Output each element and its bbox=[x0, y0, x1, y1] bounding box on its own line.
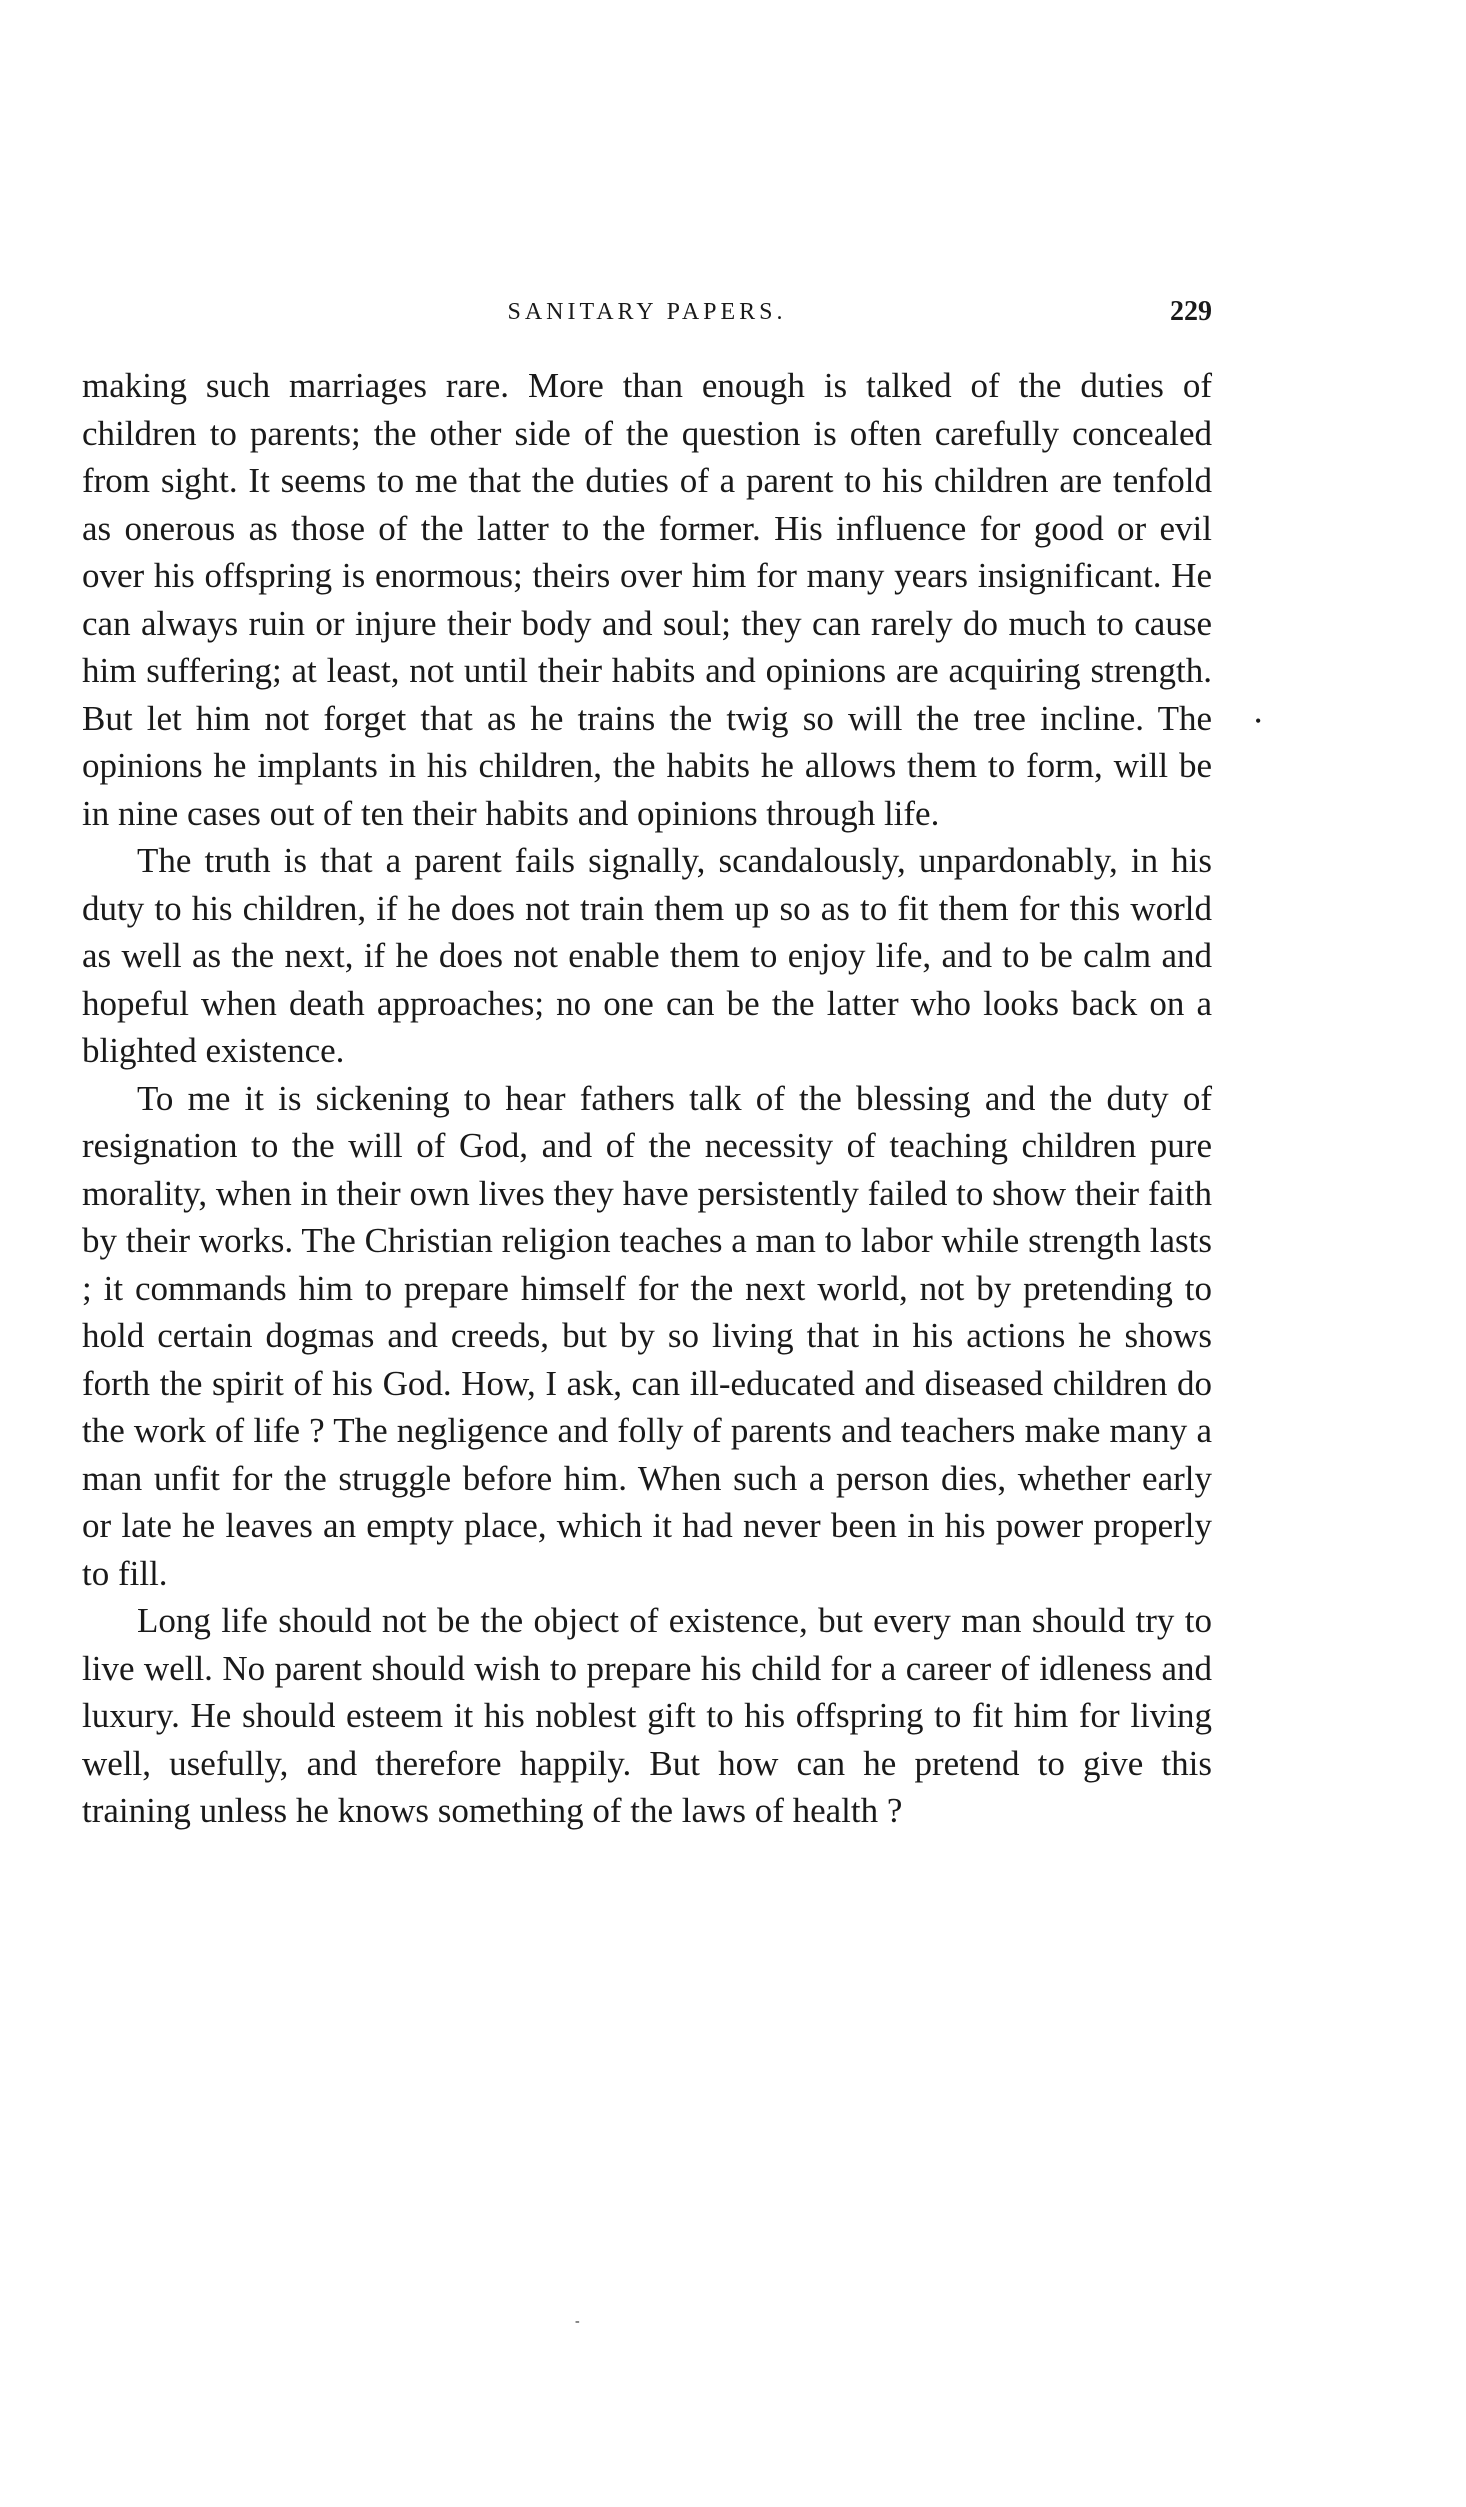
paragraph: To me it is sickening to hear fathers talk of the blessing and the duty of resignation to the will of God, and of the necessity of teaching children pure morality, when in their own lives they have persistently failed to show their faith by their works. The Christian religion teaches a man to labor while strength lasts ; it commands him to prepare himself for the next world, not by pretending to hold certain dogmas and creeds, but by so living that in his actions he shows forth the spirit of his God. How, I ask, can ill-educated and diseased children do the work of life ? The negligence and folly of parents and teachers make many a man unfit for the struggle before him. When such a person dies, whether early or late he leaves an empty place, which it had never been in his power properly to fill. bbox=[82, 1078, 1212, 1593]
footer-dash-mark: - bbox=[575, 2314, 580, 2329]
page-number: 229 bbox=[1170, 296, 1212, 327]
body-text bbox=[82, 362, 1212, 1835]
paragraph: Long life should not be the object of existence, but every man should try to live well. No parent should wish to prepare his child for a career of idleness and luxury. He should esteem it his noblest gift to his offspring to fit him for living well, usefully, and therefore happily. But how can he pretend to give this training unless he knows something of the laws of health ? bbox=[82, 1601, 1212, 1830]
paragraph: The truth is that a parent fails signally, scandalously, unpardonably, in his duty to his children, if he does not train them up so as to fit them for this world as well as the next, if he does not enable them to enjoy life, and to be calm and hopeful when death approaches; no one can be the latter who looks back on a blighted existence. bbox=[82, 841, 1212, 1070]
margin-dot-mark: • bbox=[1255, 711, 1262, 731]
running-header bbox=[82, 292, 1212, 332]
running-title: SANITARY PAPERS. bbox=[507, 299, 787, 325]
paragraph-continued: making such marriages rare. More than enough is talked of the duties of children to parents; the other side of the question is often carefully concealed from sight. It seems to me that the duties of a parent to his children are tenfold as onerous as those of the latter to the former. His influence for good or evil over his offspring is enormous; theirs over him for many years insignificant. He can always ruin or injure their body and soul; they can rarely do much to cause him suffering; at least, not until their habits and opinions are acquiring strength. But let him not forget that as he trains the twig so will the tree incline. The opinions he implants in his children, the habits he allows them to form, will be in nine cases out of ten their habits and opinions through life. bbox=[82, 366, 1212, 833]
